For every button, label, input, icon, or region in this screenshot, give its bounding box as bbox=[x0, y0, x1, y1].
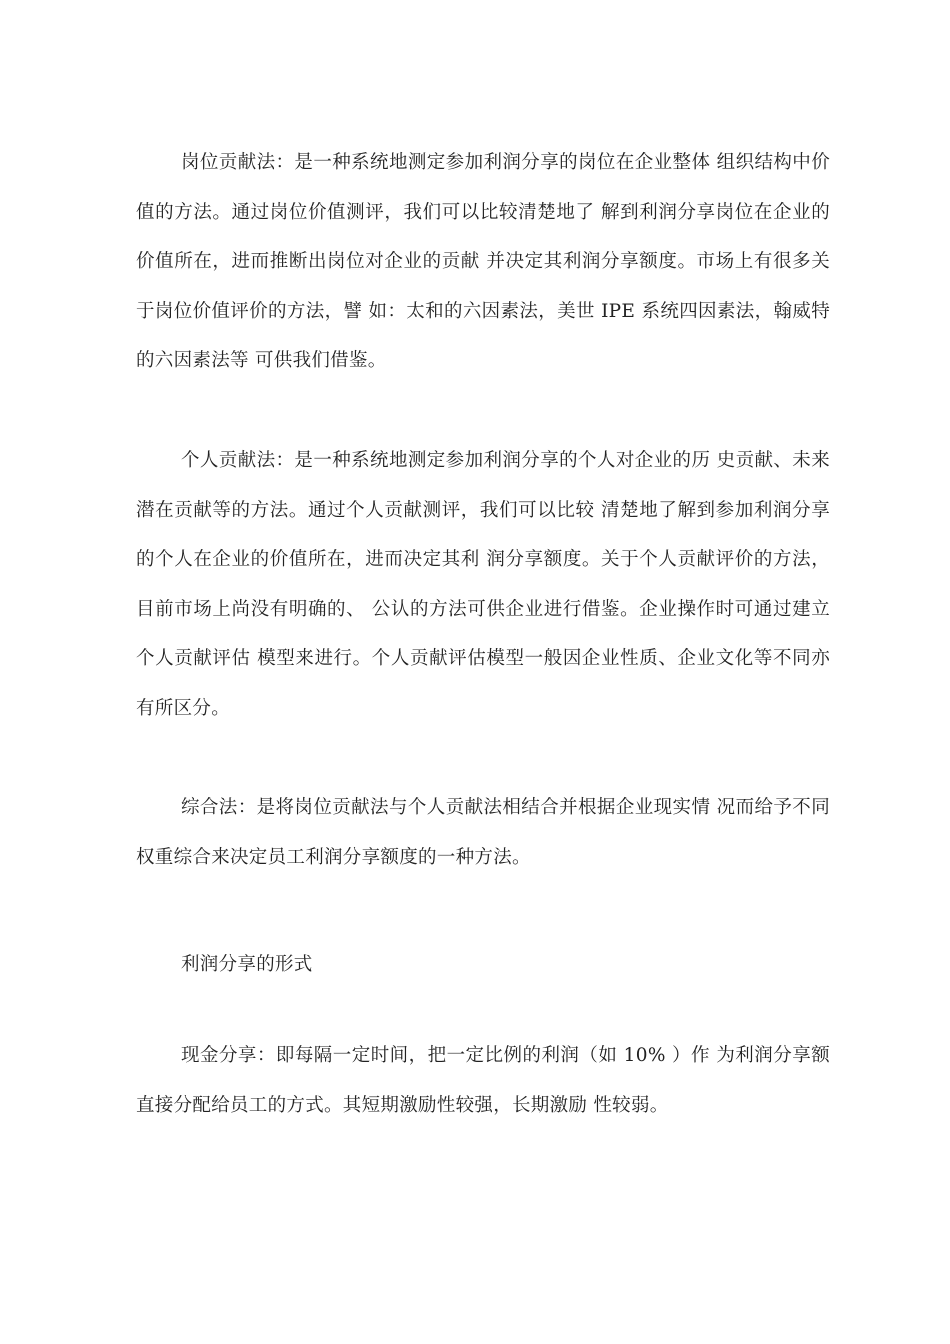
paragraph-comprehensive-method: 综合法：是将岗位贡献法与个人贡献法相结合并根据企业现实情 况而给予不同权重综合来决定员工利润分享额度的一种方法。 bbox=[136, 797, 830, 868]
paragraph-position-contribution-method: 岗位贡献法：是一种系统地测定参加利润分享的岗位在企业整体 组织结构中价值的方法。通过岗位价值测评，我们可以比较清楚地了 解到利润分享岗位在企业的价值所在，进而推断出岗位对企业的贡献 并决定其利润分享额度。市场上有很多关于岗位价值评价的方法，譬 如：太和的六因素法，美世 IPE 系统四因素法，翰威特的六因素法等 可供我们借鉴。 bbox=[136, 152, 830, 371]
paragraph-cash-sharing: 现金分享：即每隔一定时间，把一定比例的利润（如 10% ）作 为利润分享额直接分配给员工的方式。其短期激励性较强，长期激励 性较弱。 bbox=[136, 1045, 830, 1116]
paragraph-personal-contribution-method: 个人贡献法：是一种系统地测定参加利润分享的个人对企业的历 史贡献、未来潜在贡献等的方法。通过个人贡献测评，我们可以比较 清楚地了解到参加利润分享的个人在企业的价值所在，进而决定其利 润分享额度。关于个人贡献评价的方法，目前市场上尚没有明确的、 公认的方法可供企业进行借鉴。企业操作时可通过建立个人贡献评估 模型来进行。个人贡献评估模型一般因企业性质、企业文化等不同亦 有所区分。 bbox=[136, 450, 830, 719]
section-heading-profit-sharing-forms: 利润分享的形式 bbox=[181, 954, 313, 975]
